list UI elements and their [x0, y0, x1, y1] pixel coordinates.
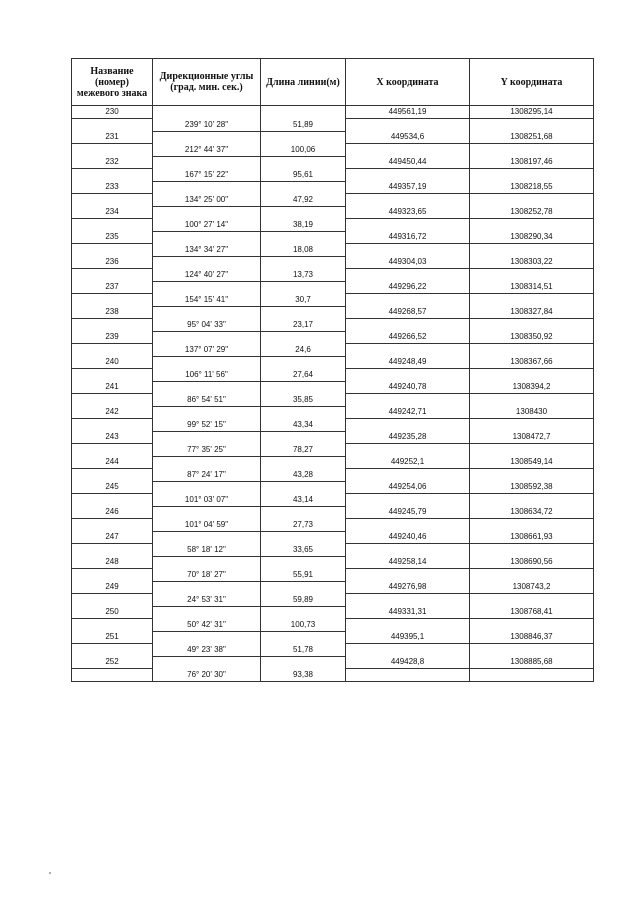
direction-angle-cell: 239° 10' 28" — [153, 119, 261, 132]
empty-cell — [153, 181, 261, 194]
line-row — [72, 544, 594, 557]
column-header-x-coordinate: X координата — [346, 59, 470, 106]
line-row — [72, 319, 594, 332]
direction-angle-cell: 24° 53' 31" — [153, 594, 261, 607]
empty-cell — [153, 581, 261, 594]
empty-cell — [153, 231, 261, 244]
empty-cell — [153, 631, 261, 644]
line-row — [72, 519, 594, 532]
point-row — [72, 406, 594, 419]
y-coordinate-cell: 1308661,93 — [470, 531, 594, 544]
point-row — [72, 656, 594, 669]
empty-cell — [346, 119, 470, 132]
line-row — [72, 394, 594, 407]
line-length-cell: 27,64 — [261, 369, 346, 382]
empty-cell — [346, 369, 470, 382]
x-coordinate-cell: 449245,79 — [346, 506, 470, 519]
empty-cell — [261, 556, 346, 569]
line-length-cell: 100,06 — [261, 144, 346, 157]
line-row — [72, 669, 594, 682]
point-name-cell: 248 — [72, 556, 153, 569]
y-coordinate-cell: 1308303,22 — [470, 256, 594, 269]
direction-angle-cell: 76° 20' 30" — [153, 669, 261, 682]
empty-cell — [470, 194, 594, 207]
empty-cell — [346, 419, 470, 432]
x-coordinate-cell: 449268,57 — [346, 306, 470, 319]
empty-cell — [72, 394, 153, 407]
point-row — [72, 506, 594, 519]
line-row — [72, 344, 594, 357]
line-length-cell: 51,89 — [261, 119, 346, 132]
point-name-cell: 244 — [72, 456, 153, 469]
point-row — [72, 131, 594, 144]
empty-cell — [470, 494, 594, 507]
empty-cell — [72, 594, 153, 607]
column-header-line-length: Длина линии(м) — [261, 59, 346, 106]
point-row — [72, 256, 594, 269]
empty-cell — [261, 531, 346, 544]
line-row — [72, 619, 594, 632]
empty-cell — [153, 281, 261, 294]
empty-cell — [470, 444, 594, 457]
empty-cell — [470, 669, 594, 682]
line-length-cell: 38,19 — [261, 219, 346, 232]
line-row — [72, 569, 594, 582]
empty-cell — [72, 119, 153, 132]
column-header-point-name: Название (номер) межевого знака — [72, 59, 153, 106]
empty-cell — [346, 294, 470, 307]
direction-angle-cell: 49° 23' 38" — [153, 644, 261, 657]
empty-cell — [261, 131, 346, 144]
direction-angle-cell: 106° 11' 56" — [153, 369, 261, 382]
empty-cell — [470, 169, 594, 182]
point-row — [72, 456, 594, 469]
empty-cell — [72, 294, 153, 307]
column-header-y-coordinate: Y координата — [470, 59, 594, 106]
empty-cell — [261, 431, 346, 444]
column-header-direction-angle: Дирекционные углы (град. мин. сек.) — [153, 59, 261, 106]
empty-cell — [470, 144, 594, 157]
empty-cell — [346, 269, 470, 282]
y-coordinate-cell: 1308218,55 — [470, 181, 594, 194]
empty-cell — [153, 481, 261, 494]
empty-cell — [261, 306, 346, 319]
line-row — [72, 169, 594, 182]
y-coordinate-cell: 1308251,68 — [470, 131, 594, 144]
direction-angle-cell: 134° 34' 27" — [153, 244, 261, 257]
point-row — [72, 556, 594, 569]
line-length-cell: 59,89 — [261, 594, 346, 607]
line-row — [72, 369, 594, 382]
line-length-cell: 24,6 — [261, 344, 346, 357]
x-coordinate-cell: 449252,1 — [346, 456, 470, 469]
y-coordinate-cell: 1308472,7 — [470, 431, 594, 444]
direction-angle-cell: 167° 15' 22" — [153, 169, 261, 182]
point-name-cell: 240 — [72, 356, 153, 369]
point-row — [72, 431, 594, 444]
empty-cell — [470, 619, 594, 632]
x-coordinate-cell: 449304,03 — [346, 256, 470, 269]
point-row — [72, 331, 594, 344]
empty-cell — [346, 444, 470, 457]
point-name-cell: 251 — [72, 631, 153, 644]
point-row — [72, 581, 594, 594]
empty-cell — [72, 544, 153, 557]
empty-cell — [72, 144, 153, 157]
y-coordinate-cell: 1308252,78 — [470, 206, 594, 219]
direction-angle-cell: 87° 24' 17" — [153, 469, 261, 482]
direction-angle-cell: 137° 07' 29" — [153, 344, 261, 357]
point-name-cell: 245 — [72, 481, 153, 494]
empty-cell — [153, 456, 261, 469]
y-coordinate-cell: 1308768,41 — [470, 606, 594, 619]
x-coordinate-cell: 449276,98 — [346, 581, 470, 594]
empty-cell — [72, 569, 153, 582]
x-coordinate-cell: 449316,72 — [346, 231, 470, 244]
x-coordinate-cell: 449235,28 — [346, 431, 470, 444]
empty-cell — [470, 319, 594, 332]
empty-cell — [72, 519, 153, 532]
empty-cell — [153, 256, 261, 269]
empty-cell — [470, 644, 594, 657]
empty-cell — [346, 344, 470, 357]
table-header-row — [72, 59, 594, 106]
line-length-cell: 27,73 — [261, 519, 346, 532]
point-row — [72, 231, 594, 244]
empty-cell — [346, 544, 470, 557]
direction-angle-cell: 70° 18' 27" — [153, 569, 261, 582]
empty-cell — [261, 481, 346, 494]
direction-angle-cell: 86° 54' 51" — [153, 394, 261, 407]
empty-cell — [261, 331, 346, 344]
line-row — [72, 494, 594, 507]
point-name-cell: 235 — [72, 231, 153, 244]
y-coordinate-cell: 1308885,68 — [470, 656, 594, 669]
x-coordinate-cell: 449450,44 — [346, 156, 470, 169]
empty-cell — [153, 356, 261, 369]
empty-cell — [72, 219, 153, 232]
x-coordinate-cell: 449258,14 — [346, 556, 470, 569]
empty-cell — [153, 131, 261, 144]
empty-cell — [470, 544, 594, 557]
direction-angle-cell: 50° 42' 31" — [153, 619, 261, 632]
line-length-cell: 51,78 — [261, 644, 346, 657]
empty-cell — [261, 506, 346, 519]
empty-cell — [470, 269, 594, 282]
y-coordinate-cell: 1308846,37 — [470, 631, 594, 644]
y-coordinate-cell: 1308394,2 — [470, 381, 594, 394]
empty-cell — [470, 244, 594, 257]
empty-cell — [346, 519, 470, 532]
empty-cell — [261, 381, 346, 394]
empty-cell — [72, 669, 153, 682]
point-name-cell: 246 — [72, 506, 153, 519]
empty-cell — [153, 606, 261, 619]
empty-cell — [153, 381, 261, 394]
y-coordinate-cell: 1308314,51 — [470, 281, 594, 294]
line-row — [72, 244, 594, 257]
empty-cell — [346, 244, 470, 257]
empty-cell — [346, 494, 470, 507]
point-row — [72, 156, 594, 169]
point-row — [72, 281, 594, 294]
direction-angle-cell: 134° 25' 00" — [153, 194, 261, 207]
direction-angle-cell: 101° 03' 07" — [153, 494, 261, 507]
empty-cell — [470, 294, 594, 307]
direction-angle-cell: 101° 04' 59" — [153, 519, 261, 532]
empty-cell — [261, 281, 346, 294]
empty-cell — [261, 256, 346, 269]
empty-cell — [470, 394, 594, 407]
y-coordinate-cell: 1308367,66 — [470, 356, 594, 369]
empty-cell — [346, 194, 470, 207]
point-row — [72, 481, 594, 494]
line-length-cell: 23,17 — [261, 319, 346, 332]
y-coordinate-cell: 1308634,72 — [470, 506, 594, 519]
y-coordinate-cell: 1308350,92 — [470, 331, 594, 344]
direction-angle-cell: 58° 18' 12" — [153, 544, 261, 557]
empty-cell — [261, 206, 346, 219]
empty-cell — [153, 306, 261, 319]
empty-cell — [346, 569, 470, 582]
x-coordinate-cell: 449254,06 — [346, 481, 470, 494]
x-coordinate-cell: 449248,49 — [346, 356, 470, 369]
empty-cell — [72, 344, 153, 357]
point-row — [72, 606, 594, 619]
line-length-cell: 43,14 — [261, 494, 346, 507]
empty-cell — [346, 394, 470, 407]
empty-cell — [470, 419, 594, 432]
table-body — [72, 106, 594, 682]
point-name-cell: 236 — [72, 256, 153, 269]
line-length-cell: 78,27 — [261, 444, 346, 457]
y-coordinate-cell: 1308549,14 — [470, 456, 594, 469]
y-coordinate-cell: 1308592,38 — [470, 481, 594, 494]
empty-cell — [72, 169, 153, 182]
point-name-cell: 243 — [72, 431, 153, 444]
line-row — [72, 144, 594, 157]
y-coordinate-cell: 1308743,2 — [470, 581, 594, 594]
point-row — [72, 106, 594, 119]
x-coordinate-cell: 449357,19 — [346, 181, 470, 194]
x-coordinate-cell: 449242,71 — [346, 406, 470, 419]
line-row — [72, 644, 594, 657]
empty-cell — [153, 106, 261, 119]
empty-cell — [261, 581, 346, 594]
empty-cell — [72, 469, 153, 482]
line-length-cell: 43,34 — [261, 419, 346, 432]
point-name-cell: 232 — [72, 156, 153, 169]
direction-angle-cell: 124° 40' 27" — [153, 269, 261, 282]
point-row — [72, 181, 594, 194]
empty-cell — [72, 494, 153, 507]
line-row — [72, 469, 594, 482]
empty-cell — [153, 406, 261, 419]
line-row — [72, 444, 594, 457]
line-length-cell: 30,7 — [261, 294, 346, 307]
line-length-cell: 18,08 — [261, 244, 346, 257]
empty-cell — [72, 369, 153, 382]
direction-angle-cell: 99° 52' 15" — [153, 419, 261, 432]
empty-cell — [153, 156, 261, 169]
y-coordinate-cell: 1308290,34 — [470, 231, 594, 244]
line-length-cell: 33,65 — [261, 544, 346, 557]
direction-angle-cell: 100° 27' 14" — [153, 219, 261, 232]
empty-cell — [72, 319, 153, 332]
line-row — [72, 419, 594, 432]
line-length-cell: 47,92 — [261, 194, 346, 207]
empty-cell — [72, 444, 153, 457]
empty-cell — [72, 644, 153, 657]
empty-cell — [346, 619, 470, 632]
point-row — [72, 356, 594, 369]
direction-angle-cell: 95° 04' 33" — [153, 319, 261, 332]
point-name-cell: 238 — [72, 306, 153, 319]
x-coordinate-cell: 449296,22 — [346, 281, 470, 294]
y-coordinate-cell: 1308295,14 — [470, 106, 594, 119]
empty-cell — [72, 419, 153, 432]
empty-cell — [346, 219, 470, 232]
point-name-cell: 249 — [72, 581, 153, 594]
point-name-cell: 242 — [72, 406, 153, 419]
point-name-cell: 241 — [72, 381, 153, 394]
empty-cell — [72, 244, 153, 257]
empty-cell — [261, 631, 346, 644]
empty-cell — [261, 231, 346, 244]
empty-cell — [470, 119, 594, 132]
line-length-cell: 95,61 — [261, 169, 346, 182]
empty-cell — [72, 194, 153, 207]
point-name-cell: 239 — [72, 331, 153, 344]
empty-cell — [261, 356, 346, 369]
scan-speck — [49, 872, 51, 874]
y-coordinate-cell: 1308430 — [470, 406, 594, 419]
empty-cell — [346, 469, 470, 482]
point-name-cell: 237 — [72, 281, 153, 294]
point-row — [72, 381, 594, 394]
boundary-coordinates-table — [71, 58, 594, 682]
empty-cell — [346, 644, 470, 657]
empty-cell — [470, 369, 594, 382]
line-row — [72, 269, 594, 282]
point-name-cell: 230 — [72, 106, 153, 119]
empty-cell — [470, 569, 594, 582]
point-name-cell: 234 — [72, 206, 153, 219]
empty-cell — [261, 406, 346, 419]
empty-cell — [153, 531, 261, 544]
x-coordinate-cell: 449323,65 — [346, 206, 470, 219]
x-coordinate-cell: 449331,31 — [346, 606, 470, 619]
empty-cell — [346, 669, 470, 682]
empty-cell — [470, 219, 594, 232]
x-coordinate-cell: 449395,1 — [346, 631, 470, 644]
empty-cell — [346, 144, 470, 157]
line-row — [72, 594, 594, 607]
direction-angle-cell: 77° 35' 25" — [153, 444, 261, 457]
empty-cell — [153, 656, 261, 669]
point-row — [72, 306, 594, 319]
line-length-cell: 43,28 — [261, 469, 346, 482]
y-coordinate-cell: 1308327,84 — [470, 306, 594, 319]
empty-cell — [261, 156, 346, 169]
point-row — [72, 206, 594, 219]
line-row — [72, 219, 594, 232]
x-coordinate-cell: 449534,6 — [346, 131, 470, 144]
point-row — [72, 531, 594, 544]
empty-cell — [261, 656, 346, 669]
empty-cell — [470, 594, 594, 607]
empty-cell — [72, 619, 153, 632]
point-name-cell: 252 — [72, 656, 153, 669]
line-length-cell: 100,73 — [261, 619, 346, 632]
point-name-cell: 231 — [72, 131, 153, 144]
point-name-cell: 247 — [72, 531, 153, 544]
line-length-cell: 55,91 — [261, 569, 346, 582]
empty-cell — [470, 519, 594, 532]
empty-cell — [470, 469, 594, 482]
empty-cell — [261, 106, 346, 119]
x-coordinate-cell: 449266,52 — [346, 331, 470, 344]
y-coordinate-cell: 1308690,56 — [470, 556, 594, 569]
empty-cell — [346, 319, 470, 332]
x-coordinate-cell: 449240,78 — [346, 381, 470, 394]
line-length-cell: 13,73 — [261, 269, 346, 282]
empty-cell — [346, 169, 470, 182]
direction-angle-cell: 212° 44' 37" — [153, 144, 261, 157]
point-name-cell: 250 — [72, 606, 153, 619]
empty-cell — [346, 594, 470, 607]
line-row — [72, 294, 594, 307]
empty-cell — [153, 556, 261, 569]
empty-cell — [72, 269, 153, 282]
x-coordinate-cell: 449428,8 — [346, 656, 470, 669]
line-length-cell: 35,85 — [261, 394, 346, 407]
empty-cell — [153, 206, 261, 219]
empty-cell — [261, 181, 346, 194]
line-row — [72, 119, 594, 132]
line-row — [72, 194, 594, 207]
empty-cell — [153, 431, 261, 444]
direction-angle-cell: 154° 15' 41" — [153, 294, 261, 307]
empty-cell — [261, 606, 346, 619]
point-name-cell: 233 — [72, 181, 153, 194]
x-coordinate-cell: 449240,46 — [346, 531, 470, 544]
y-coordinate-cell: 1308197,46 — [470, 156, 594, 169]
line-length-cell: 93,38 — [261, 669, 346, 682]
empty-cell — [261, 456, 346, 469]
empty-cell — [153, 331, 261, 344]
empty-cell — [153, 506, 261, 519]
empty-cell — [470, 344, 594, 357]
x-coordinate-cell: 449561,19 — [346, 106, 470, 119]
point-row — [72, 631, 594, 644]
